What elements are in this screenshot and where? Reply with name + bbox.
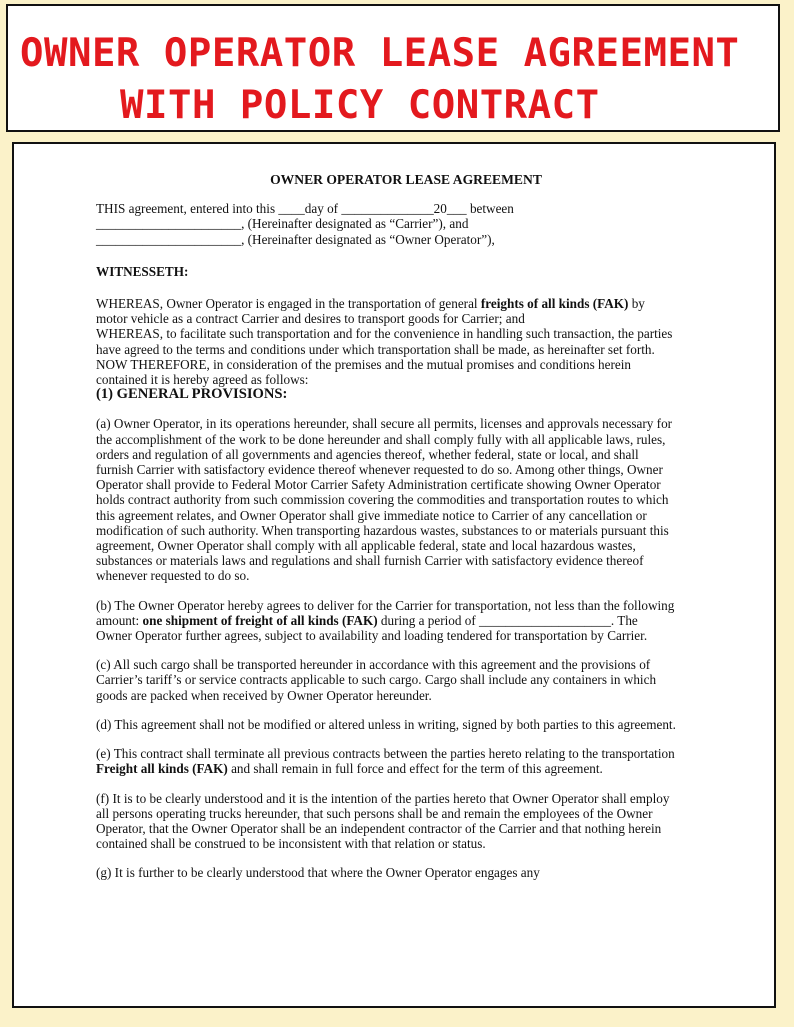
general-provisions-heading: (1) GENERAL PROVISIONS: bbox=[96, 386, 288, 403]
document-page bbox=[12, 142, 776, 1008]
provision-d: (d) This agreement shall not be modified or altered unless in writing, signed by both parties to this agreement. bbox=[96, 716, 676, 732]
document-content bbox=[96, 172, 676, 881]
whereas-paragraph-2: WHEREAS, to facilitate such transportation and for the convenience in handling such transaction, the parties have agreed to the terms and conditions under which transportation shall be made, as hereinafter set forth. bbox=[96, 326, 673, 357]
provision-f: (f) It is to be clearly understood and it is the intention of the parties hereto that Owner Operator shall employ all persons operating trucks hereunder, that such persons shall be and remain the employees of the Owner Operator, that the Owner Operator shall be an independent contractor of the Carrier and that nothing herein contained shall be construed to be inconsistent with that relation or status. bbox=[96, 790, 670, 852]
banner-title-line-1: OWNER OPERATOR LEASE AGREEMENT bbox=[20, 31, 740, 76]
whereas-paragraph-1: WHEREAS, Owner Operator is engaged in the transportation of general freights of all kinds (FAK) by motor vehicle as a contract Carrier and desires to transport goods for Carrier; and bbox=[96, 296, 645, 327]
now-therefore-paragraph: NOW THEREFORE, in consideration of the premises and the mutual promises and conditions herein contained it is hereby agreed as follows: bbox=[96, 356, 631, 388]
provision-b: (b) The Owner Operator hereby agrees to deliver for the Carrier for transportation, not less than the following amount: one shipment of freight of all kinds (FAK) during a period of ____________________. The Owner Operator further agrees, subject to availability and loading tendered for transportation by Carrier. bbox=[96, 597, 675, 644]
provision-c: (c) All such cargo shall be transported hereunder in accordance with this agreement and the provisions of Carrier’s tariff’s or service contracts applicable to such cargo. Cargo shall include any containers in which goods are packed when received by Owner Operator hereunder. bbox=[96, 657, 657, 703]
banner-title-line-2: WITH POLICY CONTRACT bbox=[120, 83, 600, 128]
witnesseth-heading: WITNESSETH: bbox=[96, 263, 189, 279]
intro-line-3: ______________________, (Hereinafter designated as “Owner Operator”), bbox=[96, 231, 495, 247]
title-banner bbox=[6, 4, 780, 132]
provision-g: (g) It is further to be clearly understood that where the Owner Operator engages any bbox=[96, 865, 540, 881]
provision-a: (a) Owner Operator, in its operations hereunder, shall secure all permits, licenses and approvals necessary for the accomplishment of the work to be done hereunder and shall comply fully with all applicable laws, rules, orders and regulation of all governments and agencies thereof, whether federal, state or local, and shall furnish Carrier with satisfactory evidence thereof whenever requested to do so. Among other things, Owner Operator shall provide to Federal Motor Carrier Safety Administration certificate showing Owner Operator holds contract authority from such commission covering the commodities and transportation routes to which this agreement relates, and Owner Operator shall give immediate notice to Carrier of any cancellation or modification of such authority. When transporting hazardous wastes, substances to or materials pursuant this agreement, Owner Operator shall comply with all applicable federal, state and local hazardous wastes, substances or materials laws and regulations and shall furnish Carrier with satisfactory evidence thereof whenever requested to do so. bbox=[96, 416, 673, 584]
intro-line-2: ______________________, (Hereinafter designated as “Carrier”), and bbox=[96, 216, 469, 232]
intro-line-1: THIS agreement, entered into this ____day of ______________20___ between bbox=[96, 201, 514, 217]
provision-e: (e) This contract shall terminate all previous contracts between the parties hereto relating to the transportation Freight all kinds (FAK) and shall remain in full force and effect for the term of this agreement. bbox=[96, 746, 675, 777]
document-title: OWNER OPERATOR LEASE AGREEMENT bbox=[270, 172, 542, 187]
